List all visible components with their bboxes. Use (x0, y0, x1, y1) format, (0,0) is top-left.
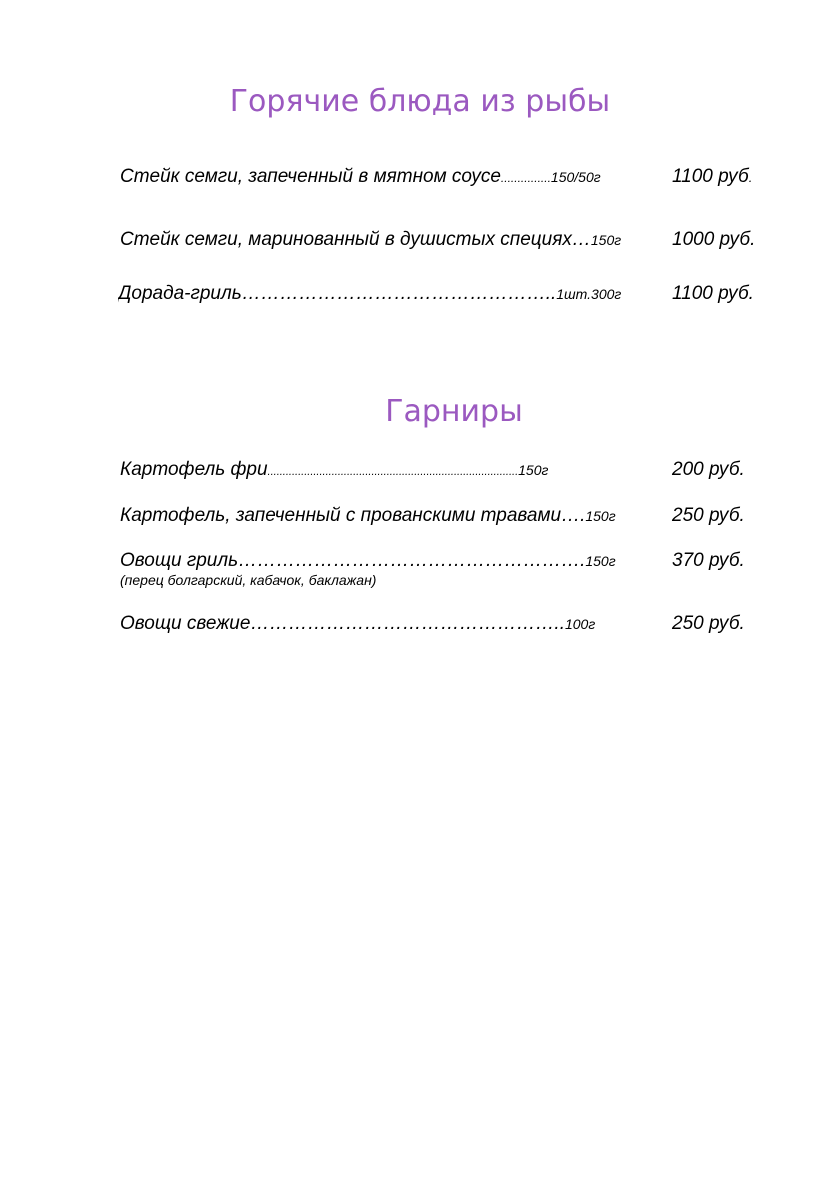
item-weight: 1шт.300г (556, 286, 622, 302)
item-name: Овощи гриль (120, 550, 239, 571)
menu-item-grilled-vegetables (120, 550, 616, 572)
menu-item-baked-potato (120, 505, 616, 527)
item-weight: 150г (585, 553, 616, 569)
price-fresh-vegetables (672, 613, 745, 635)
item-weight: 150г (590, 232, 622, 248)
item-price: 250 руб. (672, 613, 745, 634)
item-name: Стейк семги, маринованный в душистых специях (120, 229, 572, 250)
item-dots: ............... (500, 171, 551, 185)
price-grilled-vegetables (672, 550, 745, 572)
item-price: 370 руб. (672, 550, 745, 571)
item-price: 1000 руб. (672, 229, 756, 250)
menu-item-dorado (118, 283, 621, 305)
item-price: 1100 руб (672, 166, 749, 187)
item-weight: 150/50г (550, 169, 601, 185)
item-name: Овощи свежие (120, 613, 251, 634)
item-dots: ………………………………………………. (238, 550, 586, 571)
item-dots: ………………………………………….. (241, 283, 557, 304)
item-price: 200 руб. (672, 459, 745, 480)
menu-item-fries (120, 459, 548, 481)
price-baked-potato (672, 505, 745, 527)
item-name: Картофель фри (120, 459, 268, 480)
price-dorado (672, 283, 754, 305)
item-weight: 150г (518, 462, 549, 478)
item-note: (перец болгарский, кабачок, баклажан) (120, 572, 377, 588)
item-name: Дорада-гриль (118, 283, 242, 304)
item-name: Картофель, запеченный с прованскими травами (120, 505, 562, 526)
menu-item-salmon-spices (120, 229, 621, 251)
section-title-sides: Гарниры (385, 394, 523, 429)
price-fries (672, 459, 745, 481)
item-price: 1100 руб. (672, 283, 754, 304)
menu-item-salmon-mint (120, 166, 601, 188)
item-weight: 100г (564, 616, 596, 632)
item-dots: ………………………………………….. (250, 613, 565, 634)
item-price: 250 руб. (672, 505, 745, 526)
item-dots: …. (561, 505, 586, 526)
item-price-suffix: . (748, 170, 753, 185)
item-dots: .................................................................................. (267, 466, 519, 478)
item-dots: … (571, 229, 591, 250)
menu-item-fresh-vegetables (120, 613, 595, 635)
price-salmon-mint (672, 166, 752, 188)
item-weight: 150г (585, 508, 616, 524)
section-title-fish: Горячие блюда из рыбы (229, 84, 611, 119)
price-salmon-spices (672, 229, 755, 251)
item-name: Стейк семги, запеченный в мятном соусе (120, 166, 501, 187)
